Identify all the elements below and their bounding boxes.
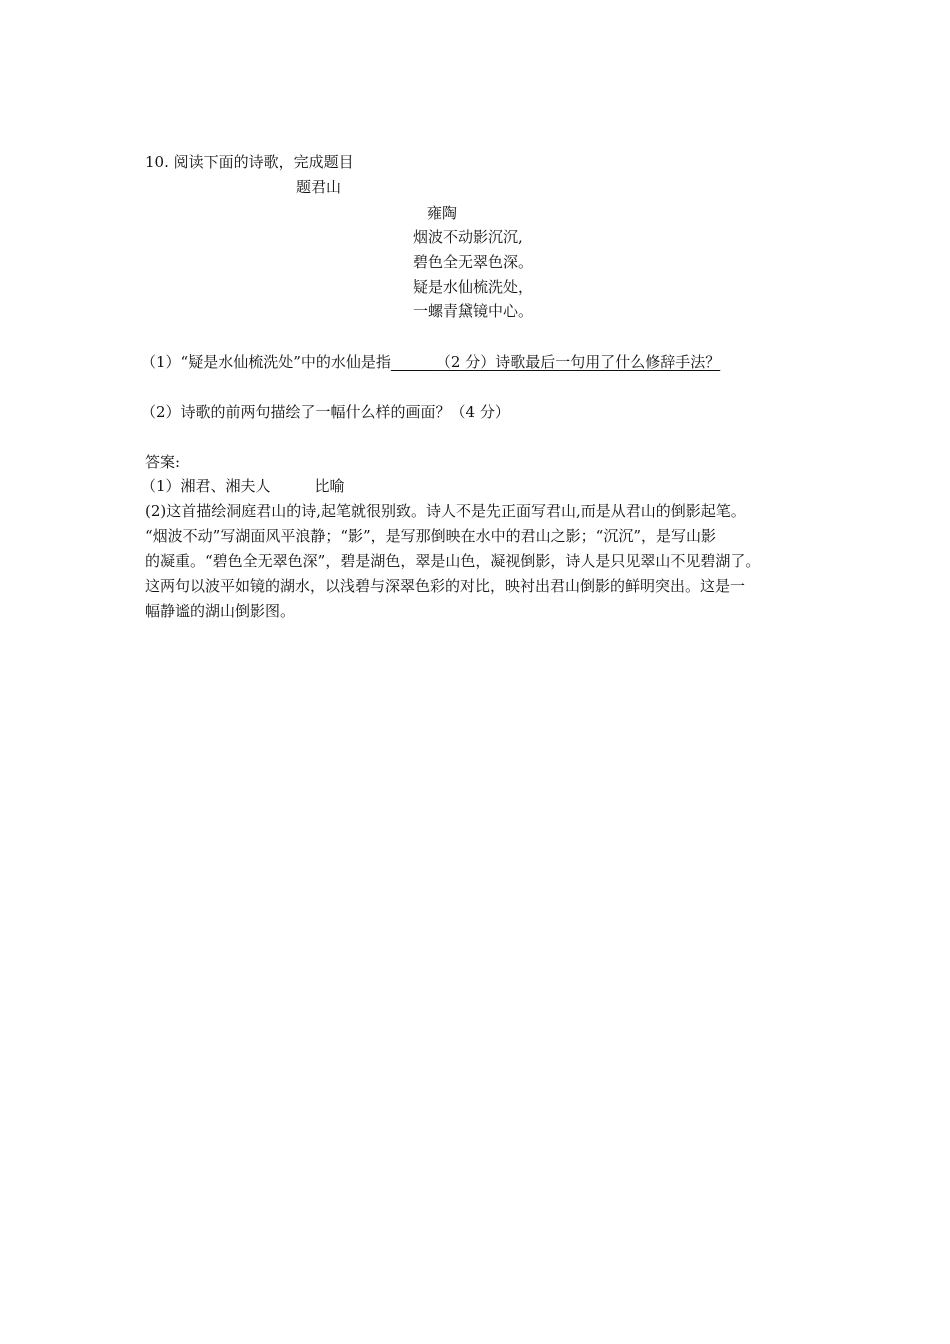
answer-2-line: “烟波不动”写湖面风平浪静；“影”，是写那倒映在水中的君山之影；“沉沉”，是写山影: [145, 527, 717, 545]
poem-line-4: 一螺青黛镜中心。: [413, 302, 534, 320]
question-1: [141, 352, 720, 372]
question-heading: 10. 阅读下面的诗歌，完成题目: [145, 153, 354, 171]
answer-1: [141, 476, 345, 496]
poem-title: 题君山: [296, 178, 342, 196]
answer-1-text: （1）湘君、湘夫人: [141, 477, 271, 495]
answer-2-paragraph: [145, 499, 760, 624]
answer-2-line: (2)这首描绘洞庭君山的诗,起笔就很别致。诗人不是先正面写君山,而是从君山的倒影起笔。: [145, 502, 746, 520]
question-1-text: （1）“疑是水仙梳洗处”中的水仙是指: [141, 353, 391, 371]
answer-2-line: 这两句以波平如镜的湖水，以浅碧与深翠色彩的对比，映衬出君山倒影的鲜明突出。这是一: [145, 577, 746, 595]
question-2: （2）诗歌的前两句描绘了一幅什么样的画面？（4 分）: [141, 403, 510, 421]
poem-line-2: 碧色全无翠色深。: [413, 253, 534, 271]
answer-2-line: 的凝重。“碧色全无翠色深”，碧是湖色，翠是山色，凝视倒影，诗人是只见翠山不见碧湖了。: [145, 552, 761, 570]
poem-author: 雍陶: [427, 204, 458, 222]
question-1-underlined: ______（2 分）诗歌最后一句用了什么修辞手法？: [390, 353, 721, 371]
answer-2-line: 幅静谧的湖山倒影图。: [145, 602, 296, 620]
answer-label: 答案:: [145, 453, 181, 471]
poem-line-1: 烟波不动影沉沉,: [413, 228, 523, 246]
poem-line-3: 疑是水仙梳洗处，: [413, 278, 534, 296]
answer-1-rhetoric: 比喻: [314, 477, 345, 495]
